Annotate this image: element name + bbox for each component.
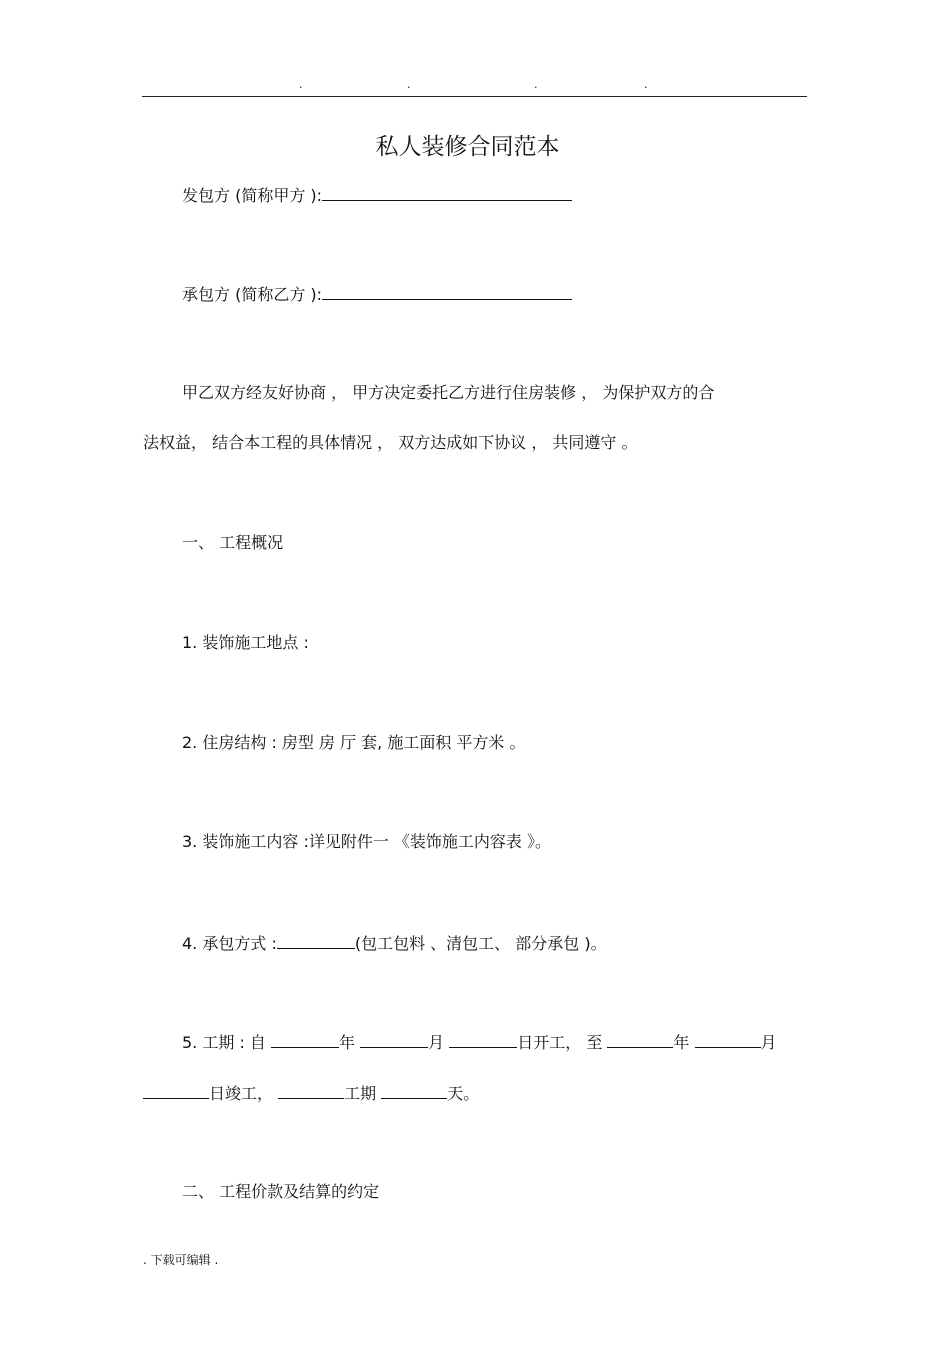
party-b-line [182,283,572,305]
item-5-prefix: 5. 工期 : 自 [182,1033,266,1052]
period-blank[interactable] [278,1082,344,1099]
item-4 [182,932,607,954]
end-month-label: 月 [760,1033,777,1052]
header-dots [0,78,950,92]
item-5-line-1 [182,1031,777,1053]
section-1-heading: 一、 工程概况 [182,533,284,552]
header-dot: . [407,78,411,91]
end-day-label: 日竣工， [209,1084,274,1103]
intro-line-1: 甲乙双方经友好协商 ， 甲方决定委托乙方进行住房装修 ， 为保护双方的合 [182,383,715,402]
document-title: 私人装修合同范本 [375,134,560,160]
period-label: 工期 [344,1084,377,1103]
contract-mode-blank[interactable] [277,932,355,949]
header-dot: . [299,78,303,91]
end-year-label: 年 [673,1033,690,1052]
item-5-line-2 [143,1082,479,1104]
item-4-suffix: (包工包料 、清包工、 部分承包 )。 [354,934,607,953]
end-year-blank[interactable] [607,1031,673,1048]
party-b-label: 承包方 (简称乙方 ): [182,285,323,304]
item-1: 1. 装饰施工地点 : [182,633,309,652]
days-label: 天。 [447,1084,480,1103]
header-dot: . [534,78,538,91]
section-2-heading: 二、 工程价款及结算的约定 [182,1182,380,1201]
start-month-blank[interactable] [360,1031,428,1048]
party-a-label: 发包方 (简称甲方 ): [182,186,323,205]
header-dot: . [644,78,648,91]
days-blank[interactable] [381,1082,447,1099]
start-day-blank[interactable] [449,1031,517,1048]
start-year-label: 年 [339,1033,356,1052]
party-a-blank[interactable] [322,184,572,201]
item-3: 3. 装饰施工内容 :详见附件一 《装饰施工内容表 》。 [182,832,552,851]
header-rule [142,96,807,97]
intro-line-2: 法权益， 结合本工程的具体情况 ， 双方达成如下协议 ， 共同遵守 。 [143,433,638,452]
end-day-blank[interactable] [143,1082,209,1099]
footer-note: . 下载可编辑 . [143,1253,219,1267]
party-b-blank[interactable] [322,283,572,300]
start-day-label: 日开工， 至 [517,1033,603,1052]
item-4-prefix: 4. 承包方式 : [182,934,277,953]
end-month-blank[interactable] [695,1031,761,1048]
start-month-label: 月 [428,1033,445,1052]
start-year-blank[interactable] [271,1031,339,1048]
party-a-line [182,184,572,206]
item-2: 2. 住房结构 : 房型 房 厅 套, 施工面积 平方米 。 [182,733,526,752]
